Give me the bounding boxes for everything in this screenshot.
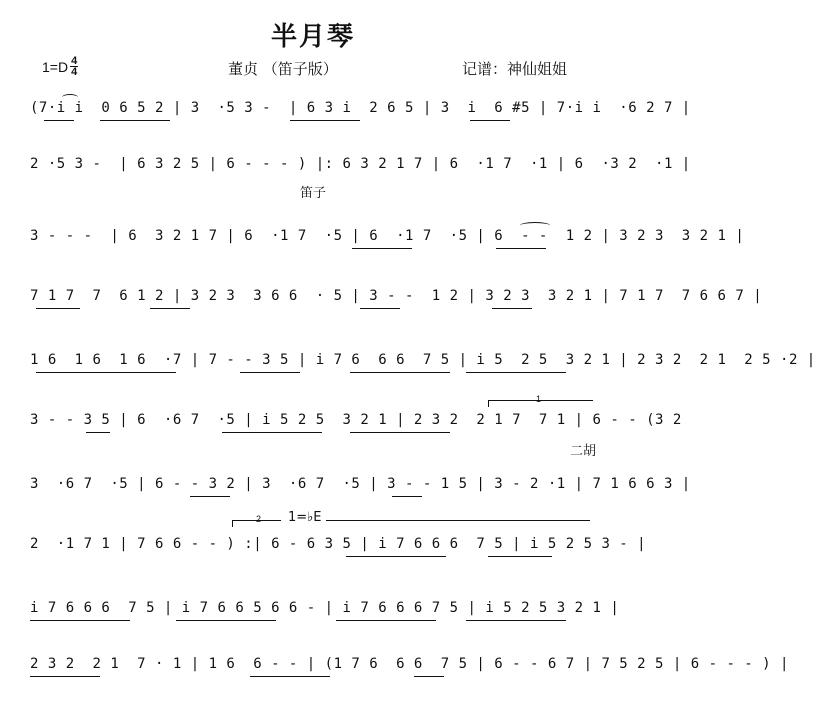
- underline-mark: [350, 432, 450, 433]
- underline-mark: [190, 496, 230, 497]
- underline-mark: [100, 120, 170, 121]
- score-title: 半月琴: [270, 22, 355, 52]
- score-line-3: 3 - - - | 6 3 2 1 7 | 6 ·1 7 ·5 | 6 ·1 7 ·5 | 6 - - 1 2 | 3 2 3 3 2 1 |: [30, 228, 745, 244]
- key-label: 1=D: [42, 58, 69, 75]
- underline-mark: [30, 620, 130, 621]
- underline-mark: [392, 496, 422, 497]
- score-line-5: 1 6 1 6 1 6 ·7 | 7 - - 3 5 | i 7 6 6 6 7 5 | i 5 2 5 3 2 1 | 2 3 2 2 1 2 5 ·2 |: [30, 352, 816, 368]
- volta-2-label: 2: [256, 514, 262, 524]
- slur-mark: [520, 222, 550, 229]
- underline-mark: [352, 248, 412, 249]
- time-signature: [70, 56, 78, 77]
- underline-mark: [488, 556, 552, 557]
- underline-mark: [250, 676, 330, 677]
- score-line-6: 3 - - 3 5 | 6 ·6 7 ·5 | i 5 2 5 3 2 1 | 2 3 2 2 1 7 7 1 | 6 - - (3 2: [30, 412, 682, 428]
- key-signature: [42, 56, 78, 77]
- underline-mark: [290, 120, 360, 121]
- instrument-label-erhu: 二胡: [570, 444, 597, 459]
- underline-mark: [86, 432, 110, 433]
- underline-mark: [470, 120, 510, 121]
- score-line-1: (7·i i 0 6 5 2 | 3 ·5 3 - | 6 3 i 2 6 5 | 3 i 6 #5 | 7·i i ·6 2 7 |: [30, 100, 691, 116]
- slur-mark: [62, 94, 78, 101]
- underline-mark: [414, 676, 444, 677]
- score-line-10: 2 3 2 2 1 7 · 1 | 1 6 6 - - | (1 7 6 6 6 7 5 | 6 - - 6 7 | 7 5 2 5 | 6 - - - ) |: [30, 656, 789, 672]
- time-bottom: 4: [71, 66, 78, 78]
- underline-mark: [240, 372, 300, 373]
- underline-mark: [346, 556, 446, 557]
- underline-mark: [350, 372, 450, 373]
- time-top: 4: [71, 55, 78, 67]
- underline-mark: [44, 120, 74, 121]
- underline-mark: [150, 308, 190, 309]
- volta-1-label: 1: [536, 394, 542, 404]
- underline-mark: [36, 308, 80, 309]
- underline-mark: [336, 620, 436, 621]
- underline-mark: [466, 372, 566, 373]
- underline-mark: [360, 308, 400, 309]
- subtitle: 董贞 （笛子版）: [228, 60, 338, 78]
- score-line-7: 3 ·6 7 ·5 | 6 - - 3 2 | 3 ·6 7 ·5 | 3 - - 1 5 | 3 - 2 ·1 | 7 1 6 6 3 |: [30, 476, 691, 492]
- underline-mark: [30, 676, 100, 677]
- key-change-label: 1=♭E: [288, 510, 322, 525]
- underline-mark: [222, 432, 322, 433]
- key-change-extension: [326, 520, 590, 521]
- underline-mark: [176, 620, 276, 621]
- score-line-2: 2 ·5 3 - | 6 3 2 5 | 6 - - - ) |: 6 3 2 1 7 | 6 ·1 7 ·1 | 6 ·3 2 ·1 |: [30, 156, 691, 172]
- instrument-label-dizi: 笛子: [300, 186, 327, 201]
- score-line-9: i 7 6 6 6 7 5 | i 7 6 6 5 6 6 - | i 7 6 6 6 7 5 | i 5 2 5 3 2 1 |: [30, 600, 620, 616]
- underline-mark: [466, 620, 566, 621]
- score-line-4: 7 1 7 7 6 1 2 | 3 2 3 3 6 6 · 5 | 3 - - 1 2 | 3 2 3 3 2 1 | 7 1 7 7 6 6 7 |: [30, 288, 763, 304]
- underline-mark: [36, 372, 176, 373]
- underline-mark: [496, 248, 546, 249]
- score-line-8: 2 ·1 7 1 | 7 6 6 - - ) :| 6 - 6 3 5 | i 7 6 6 6 7 5 | i 5 2 5 3 - |: [30, 536, 647, 552]
- notator-credit: 记谱：神仙姐姐: [462, 60, 568, 78]
- underline-mark: [492, 308, 532, 309]
